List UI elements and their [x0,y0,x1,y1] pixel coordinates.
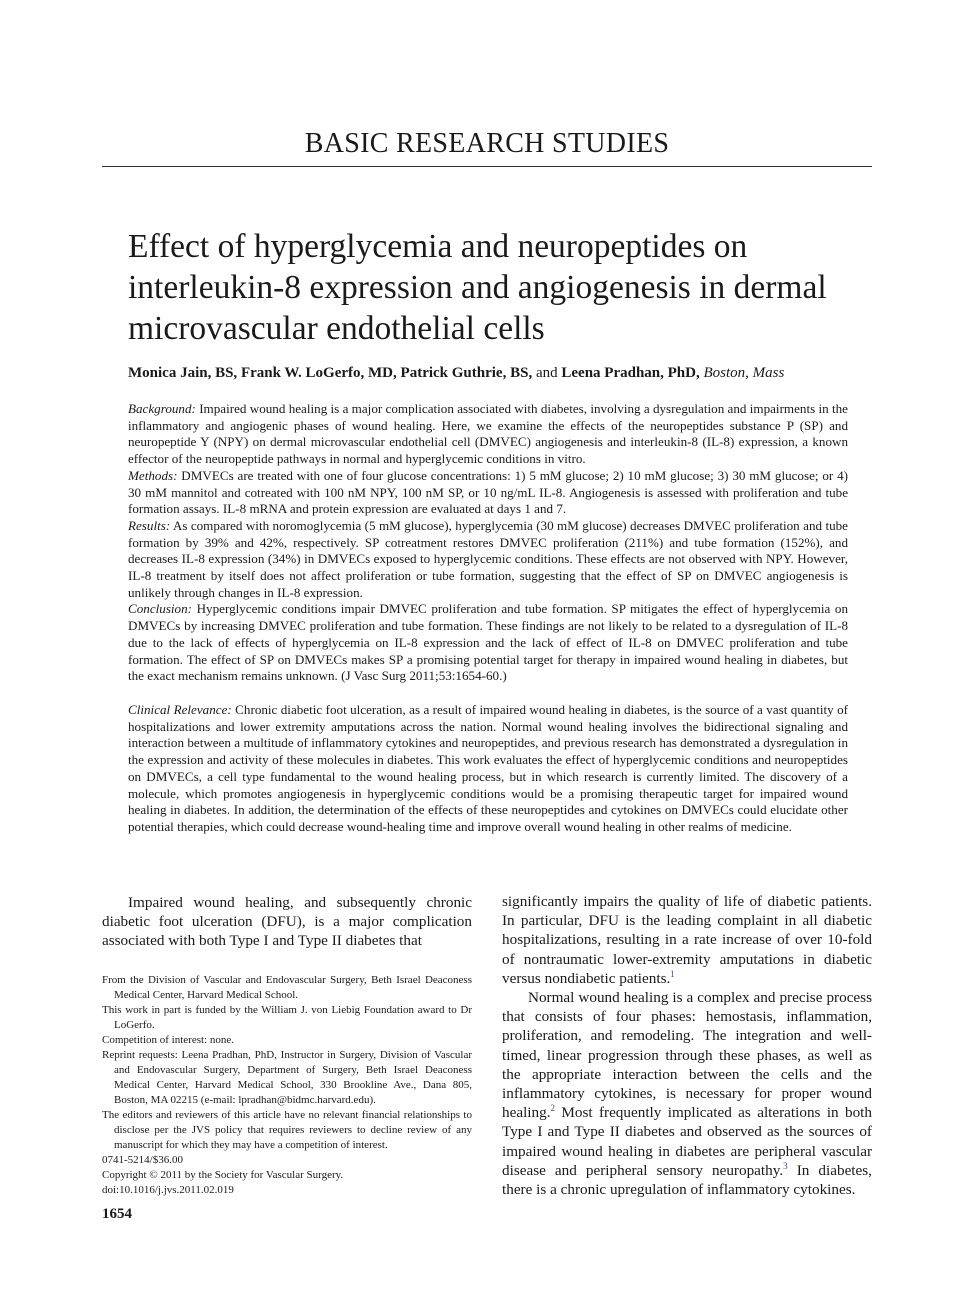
footnote-reprint: Reprint requests: Leena Pradhan, PhD, Instructor in Surgery, Division of Vascular and Endovascular Surgery, Department of Surgery, Beth Israel Deaconess Medical Center, Harvard Medical School, 330 Brookline Ave., Dana 805, Boston, MA 02215 (e-mail: lpradhan@bidmc.harvard.edu). [102,1049,472,1106]
author-conjunction: and [535,365,558,381]
clinical-relevance-label: Clinical Relevance: [128,702,232,717]
abstract-label: Conclusion: [128,601,193,617]
clinical-relevance-text: Chronic diabetic foot ulceration, as a result of impaired wound healing in diabetes, is the source of a vast quantity of hospitalizations and lower extremity amputations across the nation. Normal wound healing involves the bidirectional signaling and interaction between a multitude of inflammatory cytokines and neuropeptides, and previous research has demonstrated a dysregulation in the expression and activity of these molecules in diabetes. This work evaluates the effect of hyperglycemic conditions and neuropeptides on DMVECs, a cell type fundamental to the wound healing process, but in which research is currently limited. The discovery of a molecule, which promotes angiogenesis in hyperglycemic conditions would be a promising therapeutic target for impaired wound healing in diabetes. In addition, the determination of the effects of these neuropeptides and cytokines on DMVECs could elucidate other potential therapies, which could decrease wound-healing time and improve overall wound healing in other realms of medicine. [128,702,848,834]
author-name: Frank W. LoGerfo, MD, [240,365,397,381]
clinical-relevance [128,702,848,836]
author-list [128,363,848,383]
footnote-doi: doi:10.1016/j.jvs.2011.02.019 [102,1184,234,1196]
abstract-methods [128,468,848,518]
abstract-background [128,401,848,468]
abstract-results [128,518,848,602]
body-text: Most frequently implicated as alterations in both Type I and Type II diabetes and observed as the sources of impaired wound healing in diabetes are peripheral vascular disease and peripheral sensory neuropathy. [502,1104,872,1179]
body-column-right [502,892,872,1199]
abstract-citation: (J Vasc Surg 2011;53:1654-60.) [341,668,507,684]
abstract-text: As compared with noromoglycemia (5 mM glucose), hyperglycemia (30 mM glucose) decreases DMVEC proliferation and tube formation by 39% and 42%, respectively. SP cotreatment restores DMVEC proliferation (211%) and tube formation (152%), and decreases IL-8 expression (34%) in DMVECs exposed to hyperglycemic conditions. These effects are not observed with NPY. However, IL-8 treatment by itself does not affect proliferation or tube formation, suggesting that the effect of SP on DMVEC angiogenesis is unlikely through changes in IL-8 expression. [128,517,848,600]
body-text: significantly impairs the quality of life of diabetic patients. In particular, DFU is the leading complaint in all diabetic hospitalizations, resulting in a rate increase of over 10-fold of nontraumatic lower-extremity amputations in diabetic versus nondiabetic patients. [502,893,872,987]
footnote-copyright: Copyright © 2011 by the Society for Vascular Surgery. [102,1169,344,1181]
abstract-label: Results: [128,517,171,533]
page-number: 1654 [102,1206,132,1222]
reference-marker[interactable]: 2 [550,1103,555,1114]
body-paragraph [502,988,872,1199]
section-heading: BASIC RESEARCH STUDIES [304,128,670,159]
body-text: Normal wound healing is a complex and precise process that consists of four phases: hemostasis, inflammation, proliferation, and remodeling. The integration and well-timed, linear progression through these phases, as well as the appropriate interaction between the cells and the inflammatory cytokines, is necessary for proper wound healing. [502,989,872,1122]
abstract-conclusion [128,601,848,685]
footnote-conflict: Competition of interest: none. [102,1034,234,1046]
body-paragraph [502,892,872,988]
abstract-label: Methods: [128,467,178,483]
footnote-funding: This work in part is funded by the William J. von Liebig Foundation award to Dr LoGerfo. [102,1004,472,1031]
body-text: In diabetes, there is a chronic upregulation of inflammatory cytokines. [502,1161,872,1199]
author-location: Boston, Mass [703,365,785,381]
body-paragraph: Impaired wound healing, and subsequently chronic diabetic foot ulceration (DFU), is a major complication associated with both Type I and Type II diabetes that [102,894,472,950]
footnote-issn: 0741-5214/$36.00 [102,1154,183,1166]
reference-marker[interactable]: 3 [783,1160,788,1171]
author-name: Monica Jain, BS, [128,365,238,381]
reference-marker[interactable]: 1 [670,968,675,979]
footnotes [102,973,472,1198]
abstract-text: Hyperglycemic conditions impair DMVEC proliferation and tube formation. SP mitigates the effect of hyperglycemia on DMVECs by increasing DMVEC proliferation and tube formation. These findings are not likely to be related to a dysregulation of IL-8 due to the lack of effects of hyperglycemia on IL-8 expression and the lack of effect of IL-8 on DMVEC proliferation and tube formation. The effect of SP on DMVECs makes SP a promising potential target for therapy in impaired wound healing in diabetes, but the exact mechanism remains unknown. [128,601,848,684]
footnote-editors: The editors and reviewers of this article have no relevant financial relationships to disclose per the JVS policy that requires reviewers to decline review of any manuscript for which they may have a competition of interest. [102,1109,472,1151]
body-column-left [102,893,472,951]
article-title: Effect of hyperglycemia and neuropeptides on interleukin-8 expression and angiogenesis in dermal microvascular endothelial cells [128,228,827,347]
abstract-text: DMVECs are treated with one of four glucose concentrations: 1) 5 mM glucose; 2) 10 mM glucose; 3) 30 mM glucose; or 4) 30 mM mannitol and cotreated with 100 nM NPY, 100 nM SP, or 10 ng/mL IL-8. Angiogenesis is assessed with proliferation and tube formation assays. IL-8 mRNA and protein expression are evaluated at days 1 and 7. [128,467,848,517]
abstract-label: Background: [128,401,196,416]
author-name: Leena Pradhan, PhD, [561,365,700,381]
abstract [128,401,848,685]
abstract-text: Impaired wound healing is a major complication associated with diabetes, involving a dysregulation and impairments in the inflammatory and angiogenic phases of wound healing. Here, we examine the effects of the neuropeptides substance P (SP) and neuropeptide Y (NPY) on dermal microvascular endothelial cell (DMVEC) angiogenesis and interleukin-8 (IL-8) expression, a known effector of the neuropeptide pathways in normal and hyperglycemic conditions in vitro. [128,401,848,467]
author-name: Patrick Guthrie, BS, [400,365,533,381]
heading-rule [102,166,872,167]
footnote-affiliation: From the Division of Vascular and Endovascular Surgery, Beth Israel Deaconess Medical Center, Harvard Medical School. [102,974,472,1001]
